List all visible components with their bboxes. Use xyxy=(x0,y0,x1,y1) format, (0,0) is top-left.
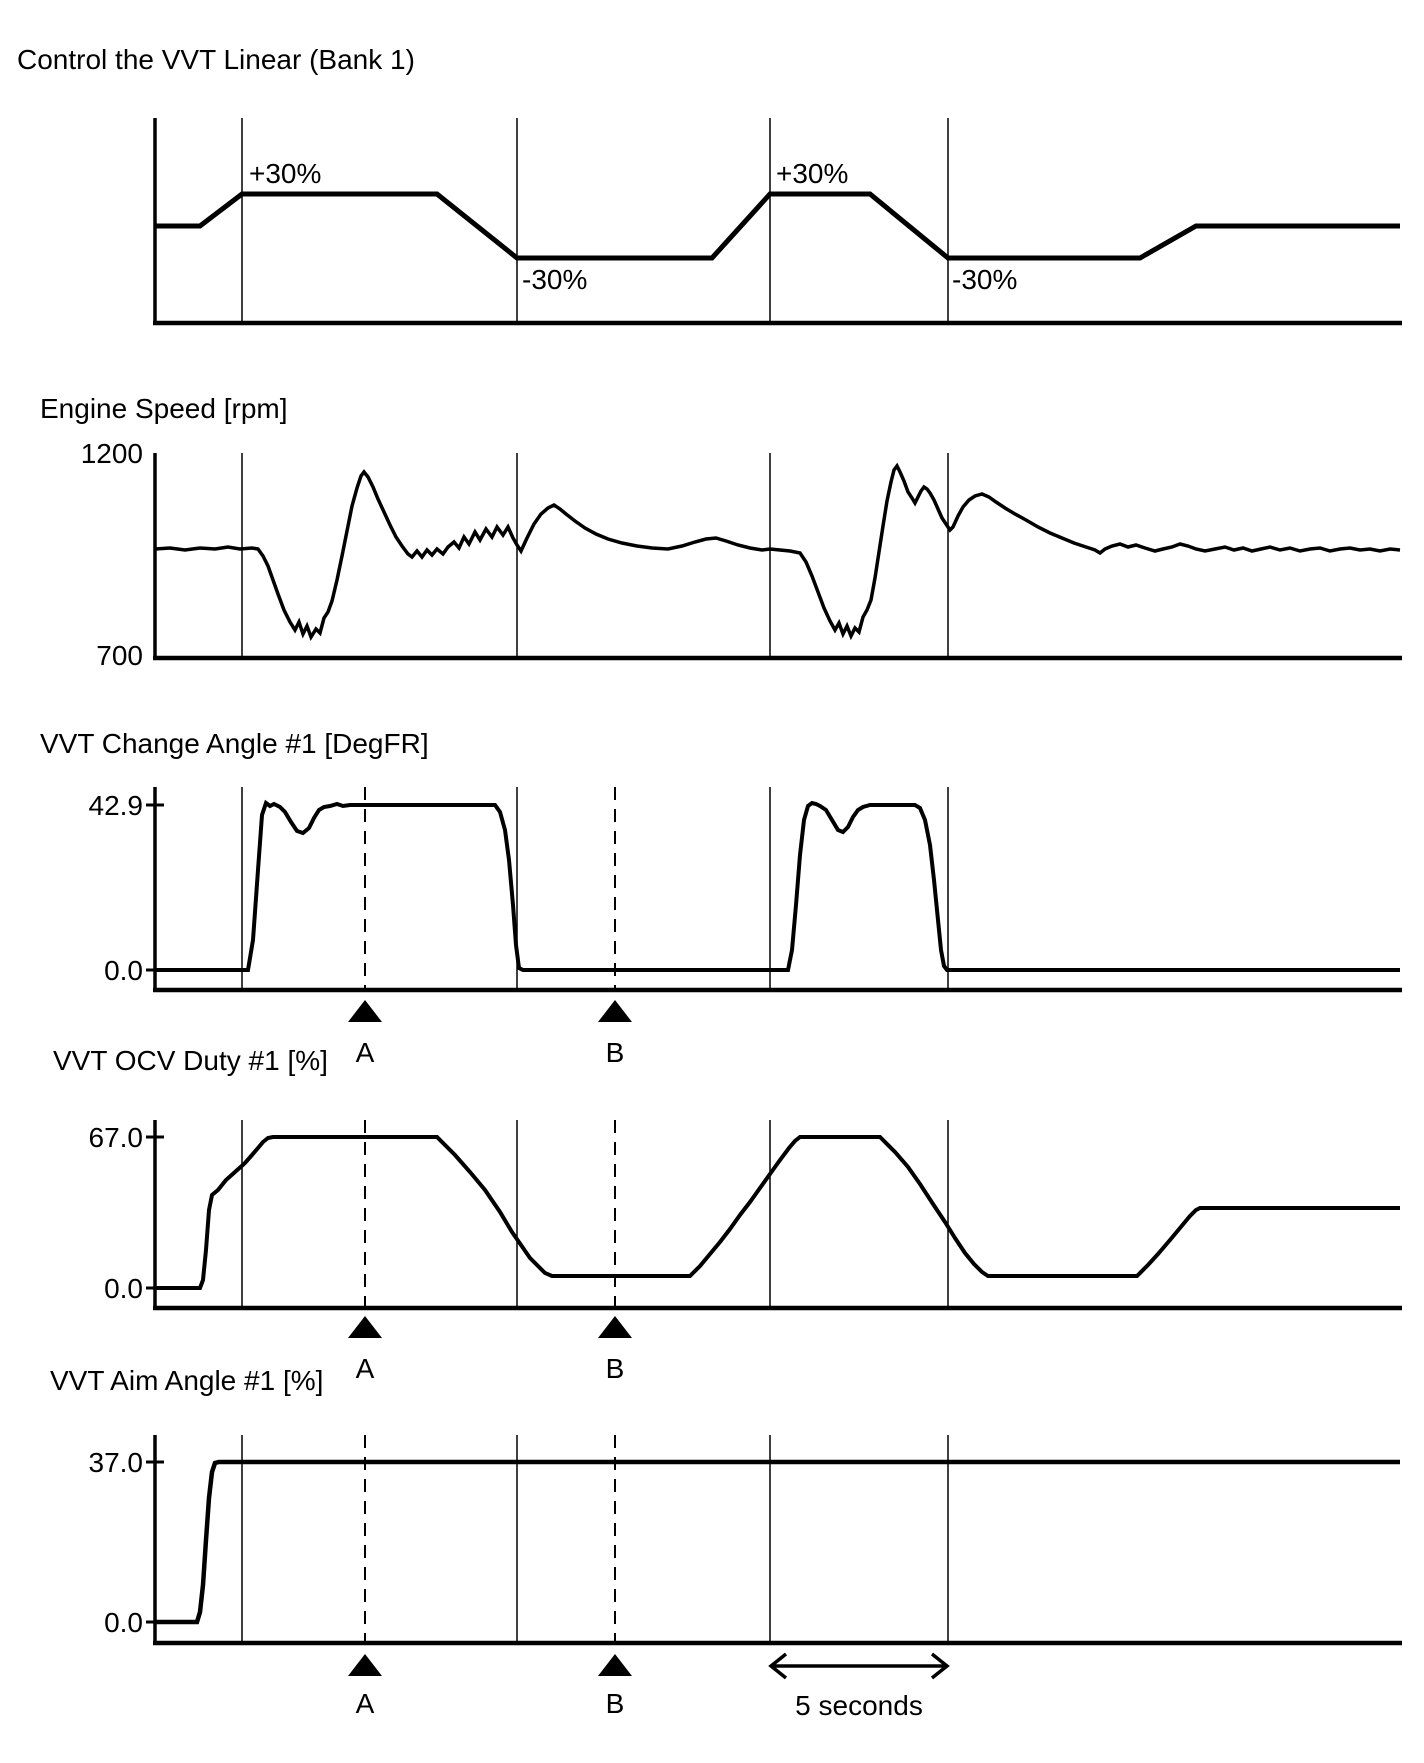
marker-letter-b-row2: B xyxy=(605,1353,625,1384)
aim-angle-max-tick: 37.0 xyxy=(88,1447,143,1478)
change-angle-max-tick: 42.9 xyxy=(88,790,143,821)
marker-letter-b-row3: B xyxy=(605,1688,625,1719)
ocv-duty-min-tick: 0.0 xyxy=(104,1273,143,1304)
engine-speed-max-tick: 1200 xyxy=(80,438,143,469)
marker-triangle-b-row2 xyxy=(598,1316,632,1338)
panel-vvt-change-angle xyxy=(146,787,1402,990)
waveform-engine-speed xyxy=(155,466,1400,637)
waveform-vvt-aim-angle xyxy=(155,1462,1400,1622)
panel-vvt-aim-angle xyxy=(146,1435,1402,1643)
vvt-ocv-duty-label: VVT OCV Duty #1 [%] xyxy=(53,1045,328,1076)
marker-letter-a-row3: A xyxy=(355,1688,375,1719)
waveform-vvt-change-angle xyxy=(155,803,1400,970)
vvt-change-angle-label: VVT Change Angle #1 [DegFR] xyxy=(40,728,429,759)
time-scale-label: 5 seconds xyxy=(795,1690,923,1721)
engine-speed-label: Engine Speed [rpm] xyxy=(40,393,288,424)
marker-letter-b-row1: B xyxy=(605,1037,625,1068)
minus30-annotation-1: -30% xyxy=(522,264,588,295)
marker-triangle-a-row2 xyxy=(348,1316,382,1338)
waveform-vvt-ocv-duty xyxy=(155,1137,1400,1288)
engine-speed-min-tick: 700 xyxy=(96,640,143,671)
marker-letter-a-row2: A xyxy=(355,1353,375,1384)
plus30-annotation-1: +30% xyxy=(249,158,322,189)
marker-triangle-a-row3 xyxy=(348,1654,382,1676)
minus30-annotation-2: -30% xyxy=(952,264,1018,295)
aim-angle-min-tick: 0.0 xyxy=(104,1607,143,1638)
panel-engine-speed xyxy=(153,453,1402,658)
marker-letter-a-row1: A xyxy=(355,1037,375,1068)
panel-vvt-ocv-duty xyxy=(146,1120,1402,1308)
marker-triangle-a-row1 xyxy=(348,1000,382,1022)
marker-triangle-b-row3 xyxy=(598,1654,632,1676)
panel-vvt-linear xyxy=(153,118,1402,323)
marker-triangle-b-row1 xyxy=(598,1000,632,1022)
vvt-aim-angle-label: VVT Aim Angle #1 [%] xyxy=(50,1365,324,1396)
change-angle-min-tick: 0.0 xyxy=(104,955,143,986)
waveform-vvt-linear xyxy=(155,194,1400,258)
plus30-annotation-2: +30% xyxy=(776,158,849,189)
ocv-duty-max-tick: 67.0 xyxy=(88,1122,143,1153)
page-title: Control the VVT Linear (Bank 1) xyxy=(17,44,415,75)
